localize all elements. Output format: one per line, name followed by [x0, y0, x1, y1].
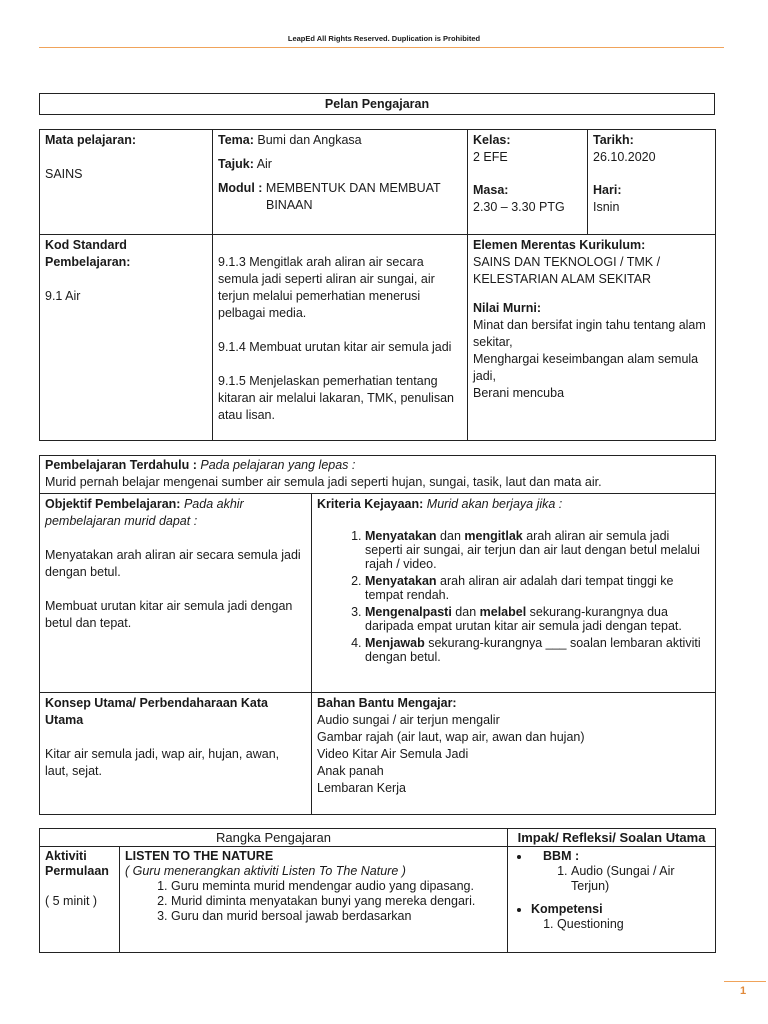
- activity-subtitle: ( Guru menerangkan aktiviti Listen To The Nature ): [125, 864, 406, 878]
- theme-label: Tema:: [218, 133, 254, 147]
- time-label: Masa:: [473, 183, 509, 197]
- activity-step: 1. Guru meminta murid mendengar audio yang dipasang.: [171, 879, 502, 894]
- topic-label: Tajuk:: [218, 157, 254, 171]
- standard-code-label: Kod Standard: [45, 238, 127, 252]
- materials-cell: [312, 693, 716, 815]
- impact-list: [513, 849, 710, 932]
- values-label: Nilai Murni:: [473, 301, 542, 315]
- standard-item: 9.1.4 Membuat urutan kitar air semula jadi: [218, 340, 452, 354]
- impact-item: • BBM : 1. Audio (Sungai / Air Terjun): [531, 849, 710, 902]
- objectives-label-italic: Pada akhir pembelajaran murid dapat :: [45, 497, 244, 528]
- material-item: Anak panah: [317, 764, 384, 778]
- theme-cell: [213, 130, 468, 235]
- concepts-label-2: Utama: [45, 713, 84, 727]
- date-cell: [588, 130, 716, 235]
- day-value: Isnin: [593, 200, 620, 214]
- module-label: Modul :: [218, 181, 263, 195]
- class-cell: [468, 130, 588, 235]
- activity-cell: [40, 847, 120, 953]
- prior-label: Pembelajaran Terdahulu :: [45, 458, 197, 472]
- theme-value: Bumi dan Angkasa: [257, 133, 362, 147]
- activity-label-2: Permulaan: [45, 864, 109, 878]
- impact-subitem: 1. Questioning: [557, 917, 710, 932]
- framework-header-right: Impak/ Refleksi/ Soalan Utama: [508, 829, 716, 847]
- time-value: 2.30 – 3.30 PTG: [473, 200, 565, 214]
- date-label: Tarikh:: [593, 133, 634, 147]
- material-item: Gambar rajah (air laut, wap air, awan dan hujan): [317, 730, 585, 744]
- activity-title: LISTEN TO THE NATURE: [125, 849, 274, 863]
- criteria-label: Kriteria Kejayaan:: [317, 497, 424, 511]
- page-title: Pelan Pengajaran: [40, 94, 715, 115]
- values-item: Berani mencuba: [473, 386, 565, 400]
- criteria-label-italic: Murid akan berjaya jika :: [426, 497, 563, 511]
- module-value: MEMBENTUK DAN MEMBUAT: [265, 181, 441, 195]
- criteria-item: 1. Menyatakan dan mengitlak arah aliran air semula jadi seperti air sungai, air terjun dan air laut dengan betul melalui rajah / video.: [365, 529, 710, 571]
- concepts-cell: [40, 693, 312, 815]
- subject-cell: [40, 130, 213, 235]
- materials-label: Bahan Bantu Mengajar:: [317, 696, 457, 710]
- impact-cell: [508, 847, 716, 953]
- values-item: Menghargai keseimbangan alam semula jadi,: [473, 352, 699, 383]
- framework-table: [39, 828, 716, 953]
- material-item: Video Kitar Air Semula Jadi: [317, 747, 469, 761]
- topic-value: Air: [256, 157, 272, 171]
- cross-curriculum-value: SAINS DAN TEKNOLOGI / TMK / KELESTARIAN ALAM SEKITAR: [473, 255, 661, 286]
- activity-label: Aktiviti: [45, 849, 87, 863]
- cross-curriculum-cell: [468, 235, 716, 441]
- prior-label-italic: Pada pelajaran yang lepas :: [200, 458, 356, 472]
- activity-steps: [125, 879, 502, 924]
- header-divider: [39, 47, 724, 48]
- day-label: Hari:: [593, 183, 622, 197]
- criteria-item: 2. Menyatakan arah aliran air adalah dari tempat tinggi ke tempat rendah.: [365, 574, 710, 602]
- objectives-label: Objektif Pembelajaran:: [45, 497, 181, 511]
- concepts-text: Kitar air semula jadi, wap air, hujan, awan, laut, sejat.: [45, 747, 280, 778]
- objective-item: Menyatakan arah aliran air secara semula jadi dengan betul.: [45, 548, 301, 579]
- material-item: Lembaran Kerja: [317, 781, 406, 795]
- footer-divider: [724, 981, 766, 982]
- standard-code-value: 9.1 Air: [45, 289, 81, 303]
- module-value-cont: BINAAN: [266, 198, 313, 212]
- impact-item: • Kompetensi 1. Questioning: [531, 902, 710, 932]
- criteria-item: 4. Menjawab sekurang-kurangnya ___ soalan lembaran aktiviti dengan betul.: [365, 636, 710, 664]
- framework-header-left: Rangka Pengajaran: [40, 829, 508, 847]
- criteria-list: [317, 529, 710, 664]
- prior-text: Murid pernah belajar mengenai sumber air semula jadi seperti hujan, sungai, tasik, laut dan mata air.: [45, 475, 602, 489]
- objective-item: Membuat urutan kitar air semula jadi dengan betul dan tepat.: [45, 599, 293, 630]
- date-value: 26.10.2020: [593, 150, 656, 164]
- impact-subitem: 1. Audio (Sungai / Air Terjun): [571, 864, 710, 894]
- standard-item: 9.1.5 Menjelaskan pemerhatian tentang kitaran air melalui lakaran, TMK, penulisan atau lisan.: [218, 374, 454, 422]
- subject-label: Mata pelajaran:: [45, 133, 137, 147]
- activity-step: 3. Guru dan murid bersoal jawab berdasarkan: [171, 909, 502, 924]
- learning-table: [39, 455, 716, 815]
- standard-code-label-2: Pembelajaran:: [45, 255, 131, 269]
- standards-cell: [213, 235, 468, 441]
- class-label: Kelas:: [473, 133, 511, 147]
- objectives-cell: [40, 494, 312, 693]
- standard-item: 9.1.3 Mengitlak arah aliran air secara semula jadi seperti aliran air sungai, air terjun melalui pemerhatian menerusi pelbagai media.: [218, 255, 435, 320]
- criteria-cell: [312, 494, 716, 693]
- prior-learning-cell: [40, 456, 716, 494]
- cross-curriculum-label: Elemen Merentas Kurikulum:: [473, 238, 646, 252]
- concepts-label: Konsep Utama/ Perbendaharaan Kata: [45, 696, 268, 710]
- activity-detail-cell: [120, 847, 508, 953]
- info-table: [39, 129, 716, 441]
- page-number: 1: [740, 985, 747, 997]
- title-table: [39, 93, 715, 115]
- activity-step: 2. Murid diminta menyatakan bunyi yang mereka dengari.: [171, 894, 502, 909]
- class-value: 2 EFE: [473, 150, 508, 164]
- material-item: Audio sungai / air terjun mengalir: [317, 713, 500, 727]
- criteria-item: 3. Mengenalpasti dan melabel sekurang-kurangnya dua daripada empat urutan kitar air semula jadi dengan tepat.: [365, 605, 710, 633]
- standard-code-cell: [40, 235, 213, 441]
- copyright-header: LeapEd All Rights Reserved. Duplication is Prohibited: [287, 34, 481, 43]
- activity-time: ( 5 minit ): [45, 894, 98, 908]
- values-item: Minat dan bersifat ingin tahu tentang alam sekitar,: [473, 318, 706, 349]
- subject-value: SAINS: [45, 167, 83, 181]
